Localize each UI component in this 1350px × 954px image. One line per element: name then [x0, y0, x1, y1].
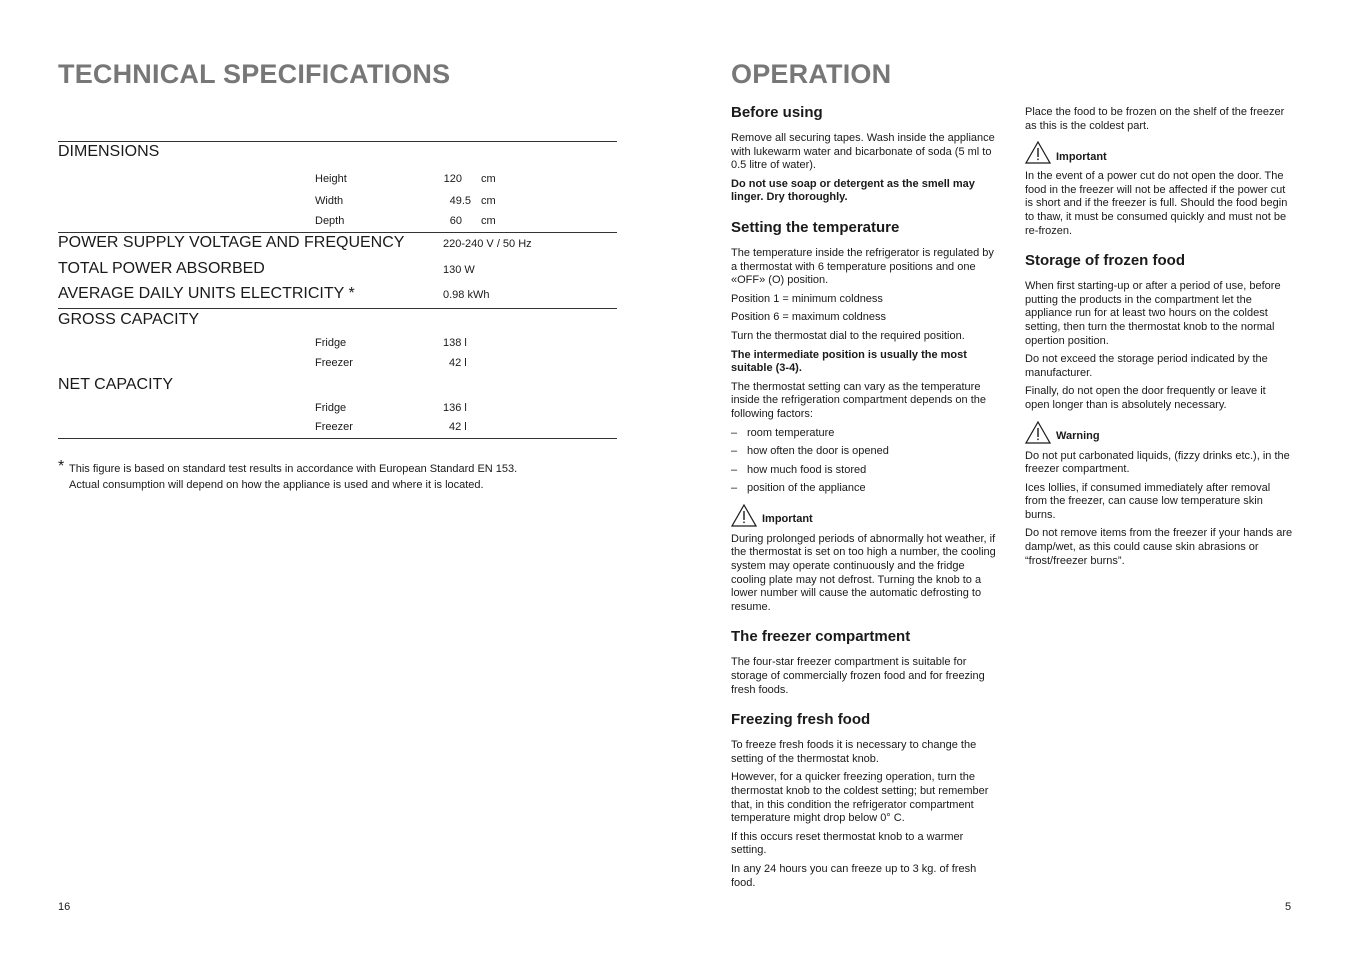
paragraph: Do not remove items from the freezer if your hands are damp/wet, as this could cause skin abrasions or “frost/freezer burns”.	[1025, 527, 1293, 567]
spec-value-power-supply: 220-240 V / 50 Hz	[443, 238, 532, 250]
operation-column-1	[731, 104, 999, 895]
important-label: Important	[1056, 150, 1107, 163]
spec-unit-width: cm	[481, 195, 496, 207]
important-label: Important	[762, 513, 813, 526]
heading-setting-temperature: Setting the temperature	[731, 218, 900, 236]
paragraph: The temperature inside the refrigerator is regulated by a thermostat with 6 temperature positions and one «OFF» (O) position.	[731, 246, 994, 287]
page-number-right: 5	[1285, 901, 1292, 913]
spec-value-gross-fridge: 138 l	[443, 337, 467, 349]
spec-value-width: 49.5	[449, 195, 471, 207]
section-net-capacity: NET CAPACITY	[58, 376, 173, 393]
paragraph: Remove all securing tapes. Wash inside the appliance with lukewarm water and bicarbonate of soda (5 ml to 0.5 litre of water).	[731, 132, 995, 172]
spec-label-width: Width	[315, 195, 344, 207]
footnote-marker: *	[58, 458, 65, 475]
warning-triangle-icon	[1025, 421, 1051, 444]
paragraph: In any 24 hours you can freeze up to 3 kg. of fresh food.	[731, 862, 977, 889]
divider	[58, 438, 617, 439]
footnote-line-2: Actual consumption will depend on how the appliance is used and where it is located.	[69, 479, 484, 491]
important-notice	[1025, 141, 1293, 164]
spec-label-net-freezer: Freezer	[315, 421, 353, 433]
spec-value-net-freezer: 42 l	[449, 421, 467, 433]
section-gross-capacity: GROSS CAPACITY	[58, 311, 200, 328]
spec-unit-height: cm	[481, 173, 496, 185]
section-daily-units: AVERAGE DAILY UNITS ELECTRICITY *	[58, 285, 355, 302]
paragraph: Finally, do not open the door frequently or leave it open longer than is absolutely necessary.	[1025, 385, 1266, 411]
page-title-operation: OPERATION	[731, 59, 892, 89]
spec-label-height: Height	[315, 173, 347, 185]
list-item: – room temperature	[731, 426, 835, 439]
paragraph: Ices lollies, if consumed immediately after removal from the freezer, can cause low temperature skin burns.	[1025, 481, 1271, 521]
footnote-line-1: This figure is based on standard test results in accordance with European Standard EN 153.	[69, 463, 518, 475]
heading-freezing-fresh-food: Freezing fresh food	[731, 711, 871, 729]
divider	[58, 308, 617, 309]
paragraph: The four-star freezer compartment is suitable for storage of commercially frozen food and for freezing fresh foods.	[731, 656, 985, 696]
paragraph: If this occurs reset thermostat knob to a warmer setting.	[731, 830, 964, 857]
page-title-technical-specifications: TECHNICAL SPECIFICATIONS	[58, 59, 451, 89]
operation-column-2	[1025, 106, 1293, 573]
divider	[58, 141, 617, 142]
paragraph: Position 6 = maximum coldness	[731, 311, 886, 324]
paragraph-bold: Do not use soap or detergent as the smell may linger. Dry thoroughly.	[731, 177, 975, 204]
spec-label-gross-freezer: Freezer	[315, 357, 353, 369]
spec-unit-depth: cm	[481, 215, 496, 227]
spec-value-daily-units: 0.98 kWh	[443, 289, 490, 301]
spec-label-net-fridge: Fridge	[315, 402, 347, 414]
paragraph: However, for a quicker freezing operation, turn the thermostat knob to the coldest setting; but remember that, in this condition the refrigerator compartment temperature might drop below 0° C.	[731, 771, 989, 825]
section-total-power: TOTAL POWER ABSORBED	[58, 260, 265, 277]
spec-label-gross-fridge: Fridge	[315, 337, 347, 349]
spec-value-total-power: 130 W	[443, 264, 475, 276]
paragraph: Place the food to be frozen on the shelf of the freezer as this is the coldest part.	[1025, 106, 1285, 132]
spec-label-depth: Depth	[315, 215, 345, 227]
paragraph: Do not exceed the storage period indicated by the manufacturer.	[1025, 353, 1268, 379]
factor-list	[731, 427, 999, 496]
paragraph: During prolonged periods of abnormally hot weather, if the thermostat is set on too high a number, the cooling system may operate continuously and the fridge cooling plate may not defrost. Turning the knob to a lower number will cause the automatic defrosting to resume.	[731, 532, 996, 613]
list-item: – position of the appliance	[731, 482, 866, 495]
heading-storage-frozen-food: Storage of frozen food	[1025, 252, 1185, 270]
warning-triangle-icon	[731, 504, 757, 527]
warning-label: Warning	[1056, 429, 1100, 442]
paragraph-bold: The intermediate position is usually the most suitable (3-4).	[731, 348, 967, 375]
spec-value-height: 120	[443, 173, 462, 185]
spec-value-depth: 60	[449, 215, 462, 227]
important-notice	[731, 504, 999, 527]
section-power-supply: POWER SUPPLY VOLTAGE AND FREQUENCY	[58, 234, 405, 251]
heading-before-using: Before using	[731, 104, 823, 121]
warning-triangle-icon	[1025, 141, 1051, 164]
divider	[58, 232, 617, 233]
warning-notice	[1025, 421, 1293, 444]
list-item: – how often the door is opened	[731, 445, 889, 458]
paragraph: When first starting-up or after a period of use, before putting the products in the compartment let the appliance run for at least two hours on the coldest setting, then turn the thermostat knob to the normal opertion position.	[1025, 280, 1281, 347]
page-number-left: 16	[58, 901, 71, 913]
paragraph: Do not put carbonated liquids, (fizzy drinks etc.), in the freezer compartment.	[1025, 449, 1290, 476]
heading-freezer-compartment: The freezer compartment	[731, 628, 911, 646]
paragraph: The thermostat setting can vary as the temperature inside the refrigeration compartment depends on the following factors:	[731, 380, 986, 420]
paragraph: Position 1 = minimum coldness	[731, 292, 883, 305]
spec-value-gross-freezer: 42 l	[449, 357, 467, 369]
spec-value-net-fridge: 136 l	[443, 402, 467, 414]
paragraph: To freeze fresh foods it is necessary to change the setting of the thermostat knob.	[731, 739, 977, 765]
paragraph: Turn the thermostat dial to the required position.	[731, 329, 965, 342]
section-dimensions: DIMENSIONS	[58, 143, 160, 160]
paragraph: In the event of a power cut do not open the door. The food in the freezer will not be affected if the power cut is short and if the freezer is full. Should the food begin to thaw, it must be consumed quickly and must not be re-frozen.	[1025, 170, 1288, 237]
list-item: – how much food is stored	[731, 463, 867, 476]
footnote	[58, 458, 618, 493]
